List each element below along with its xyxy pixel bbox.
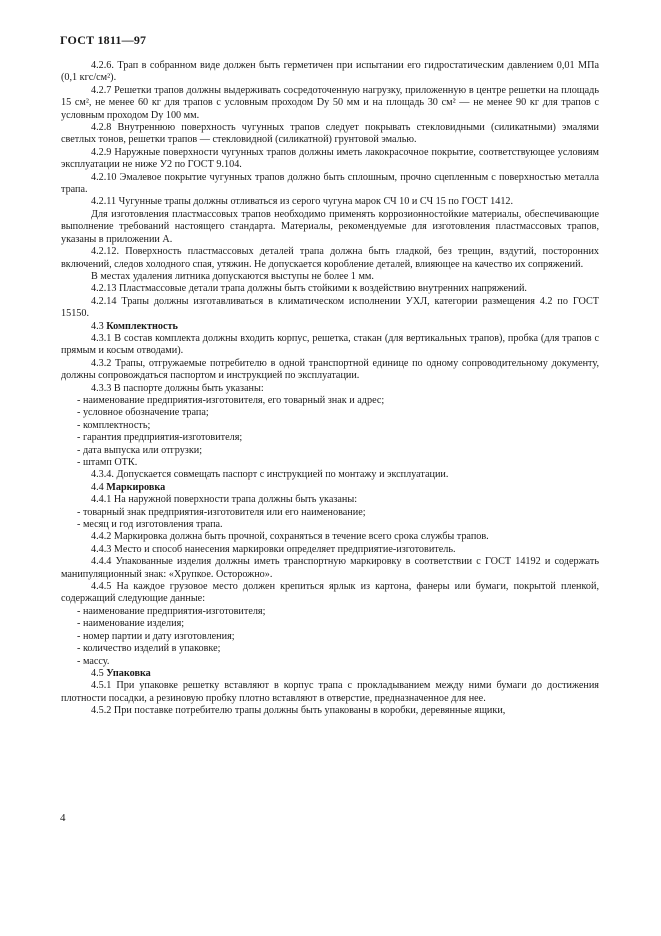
list-item: - комплектность; <box>77 419 151 431</box>
section-heading-4-4 <box>61 482 599 494</box>
section-title: Упаковка <box>106 667 151 679</box>
list-item: - гарантия предприятия-изготовителя; <box>77 432 243 444</box>
paragraph-4-5-1: 4.5.1 При упаковке решетку вставляют в корпус трапа с прокладыванием между ними бумаги до достижения плотности посадки, а резиновую пробку плотно вставляют в отверстие, предназначенное для нее. <box>61 680 599 704</box>
section-title: Комплектность <box>106 320 178 332</box>
list-item: - дата выпуска или отгрузки; <box>77 444 203 456</box>
page-number: 4 <box>60 812 66 824</box>
paragraph-4-2-10: 4.2.10 Эмалевое покрытие чугунных трапов должно быть сплошным, прочно сцепленным с поверхностью металла трапа. <box>61 171 599 196</box>
section-number: 4.3 <box>91 320 104 332</box>
paragraph-4-3-1: 4.3.1 В состав комплекта должны входить корпус, решетка, стакан (для вертикальных трапов), пробка (для трапов с прямым и косым отводами). <box>61 332 599 357</box>
paragraph-4-4-3: 4.4.3 Место и способ нанесения маркировки определяет предприятие-изготовитель. <box>91 543 456 555</box>
paragraph-4-2-12: 4.2.12. Поверхность пластмассовых деталей трапа должна быть гладкой, без трещин, вздутий, посторонних включений, следов холодного спая, утяжин. Не допускается коробление деталей, влияющее на качество их сопряжений. <box>61 246 599 270</box>
section-number: 4.5 <box>91 667 104 679</box>
list-item: - наименование изделия; <box>77 618 185 630</box>
list-item: - наименование предприятия-изготовителя; <box>77 605 266 617</box>
list-item: - количество изделий в упаковке; <box>77 643 221 655</box>
section-heading-4-5 <box>61 668 599 680</box>
document-header: ГОСТ 1811—97 <box>60 33 147 47</box>
list-item: - месяц и год изготовления трапа. <box>77 519 223 531</box>
list-item: - условное обозначение трапа; <box>77 407 209 419</box>
section-title: Маркировка <box>106 481 166 493</box>
paragraph-plastic-materials: Для изготовления пластмассовых трапов необходимо применять коррозионностойкие материалы, обеспечивающие выполнение требований настоящего стандарта. Материалы, рекомендуемые для изготовления пластмассовых трапов, указаны в приложении А. <box>61 208 599 245</box>
paragraph-4-2-11: 4.2.11 Чугунные трапы должны отливаться из серого чугуна марок СЧ 10 и СЧ 15 по ГОСТ 1412. <box>91 196 514 208</box>
paragraph-4-4-2: 4.4.2 Маркировка должна быть прочной, сохраняться в течение всего срока службы трапов. <box>91 531 489 543</box>
list-item: - штамп ОТК. <box>77 457 138 468</box>
paragraph-sprue: В местах удаления литника допускаются выступы не более 1 мм. <box>91 270 374 282</box>
paragraph-4-4-1: 4.4.1 На наружной поверхности трапа должны быть указаны: <box>91 494 358 506</box>
paragraph-4-4-5: 4.4.5 На каждое грузовое место должен крепиться ярлык из картона, фанеры или бумаги, покрытой пленкой, содержащий следующие данные: <box>61 581 599 605</box>
section-heading-4-3 <box>61 321 599 333</box>
paragraph-4-2-6: 4.2.6. Трап в собранном виде должен быть герметичен при испытании его гидростатическим давлением 0,01 МПа (0,1 кгс/см²). <box>61 60 599 84</box>
paragraph-4-2-7: 4.2.7 Решетки трапов должны выдерживать сосредоточенную нагрузку, приложенную в центре решетки на площадь 15 см², не менее 60 кг для трапов с условным проходом Dу 50 мм и на площадь 30 см² — не менее 90 кг для трапов с условным проходом Dу 100 мм. <box>61 84 599 121</box>
paragraph-4-4-4: 4.4.4 Упакованные изделия должны иметь транспортную маркировку в соответствии с ГОСТ 14192 и содержать манипуляционный знак: «Хрупкое. Осторожно». <box>61 556 599 580</box>
document-body <box>61 60 599 718</box>
list-item: - наименование предприятия-изготовителя, его товарный знак и адрес; <box>77 394 385 406</box>
list-item: - товарный знак предприятия-изготовителя или его наименование; <box>77 506 366 518</box>
paragraph-4-2-14: 4.2.14 Трапы должны изготавливаться в климатическом исполнении УХЛ, категории размещения 4.2 по ГОСТ 15150. <box>61 295 599 320</box>
paragraph-4-3-4: 4.3.4. Допускается совмещать паспорт с инструкцией по монтажу и эксплуатации. <box>91 469 449 481</box>
paragraph-4-2-13: 4.2.13 Пластмассовые детали трапа должны быть стойкими к воздействию внутренних напряжений. <box>91 283 527 295</box>
section-number: 4.4 <box>91 481 104 493</box>
list-item: - номер партии и дату изготовления; <box>77 630 235 642</box>
paragraph-4-3-3: 4.3.3 В паспорте должны быть указаны: <box>91 382 264 394</box>
paragraph-4-5-2: 4.5.2 При поставке потребителю трапы должны быть упакованы в коробки, деревянные ящики, <box>91 705 506 717</box>
paragraph-4-2-8: 4.2.8 Внутреннюю поверхность чугунных трапов следует покрывать стекловидными (силикатными) эмалями светлых тонов, решетки трапов — стекловидной (силикатной) грунтовой эмалью. <box>61 122 599 146</box>
paragraph-4-2-9: 4.2.9 Наружные поверхности чугунных трапов должны иметь лакокрасочное покрытие, соответствующее условиям эксплуатации не ниже У2 по ГОСТ 9.104. <box>61 146 599 171</box>
paragraph-4-3-2: 4.3.2 Трапы, отгружаемые потребителю в одной транспортной единице по одному сопроводительному документу, должны сопровождаться паспортом и инструкцией по эксплуатации. <box>61 357 599 382</box>
list-item: - массу. <box>77 655 110 667</box>
